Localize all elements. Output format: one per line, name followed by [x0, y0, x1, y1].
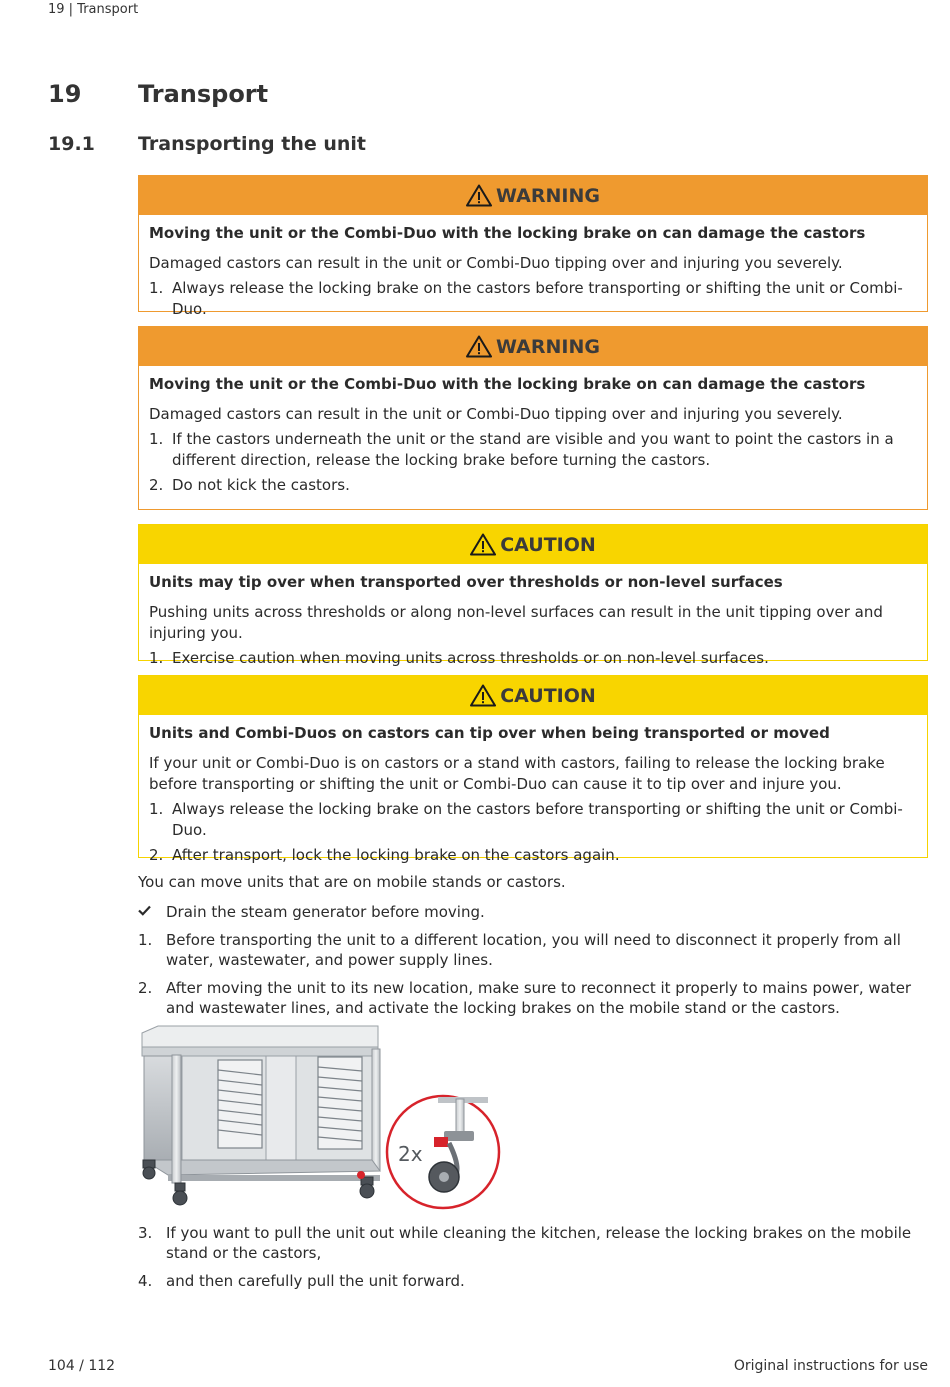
prerequisite-text: Drain the steam generator before moving. [166, 903, 485, 921]
step-text: Before transporting the unit to a different location, you will need to disconnect it properly from all water, wastewater, and power supply lines. [166, 931, 901, 969]
list-item [149, 278, 917, 320]
step-number: 1. [149, 649, 164, 667]
step-number: 1. [149, 800, 164, 818]
step-text: Always release the locking brake on the castors before transporting or shifting the unit or Combi-Duo. [172, 279, 903, 318]
warning-triangle-icon [470, 533, 496, 556]
step-number: 2. [149, 476, 164, 494]
prerequisite-item [138, 902, 928, 922]
hazard-consequence: If your unit or Combi-Duo is on castors or a stand with castors, failing to release the locking brake before transporting or shifting the unit or Combi-Duo can cause it to tip over and injure you. [149, 754, 885, 793]
step-number: 2. [138, 979, 153, 997]
section-number: 19 [48, 80, 82, 108]
caution-box-1 [138, 524, 928, 667]
warning-header [139, 327, 927, 366]
instructions-before [138, 872, 928, 1026]
warning-triangle-icon [466, 335, 492, 358]
hazard-title: Moving the unit or the Combi-Duo with the locking brake on can damage the castors [149, 375, 866, 393]
step-text: Always release the locking brake on the castors before transporting or shifting the unit or Combi-Duo. [172, 800, 903, 839]
hazard-consequence: Damaged castors can result in the unit or Combi-Duo tipping over and injuring you severely. [149, 254, 843, 272]
step-text: If you want to pull the unit out while cleaning the kitchen, release the locking brakes on the mobile stand or the castors, [166, 1224, 912, 1262]
section-title: Transport [138, 80, 269, 108]
step-text: Do not kick the castors. [172, 476, 350, 494]
hazard-title: Units may tip over when transported over thresholds or non-level surfaces [149, 573, 783, 591]
list-item [138, 1271, 928, 1291]
step-text: After transport, lock the locking brake on the castors again. [172, 846, 620, 864]
instructions-after [138, 1223, 928, 1299]
step-number: 2. [149, 846, 164, 864]
subsection-number: 19.1 [48, 133, 95, 155]
step-number: 1. [149, 430, 164, 448]
warning-label: WARNING [496, 335, 600, 358]
hazard-title: Units and Combi-Duos on castors can tip over when being transported or moved [149, 724, 830, 742]
caution-header [139, 525, 927, 564]
list-item [149, 799, 917, 841]
list-item [149, 475, 917, 496]
caution-label: CAUTION [500, 684, 596, 707]
step-text: and then carefully pull the unit forward. [166, 1272, 465, 1290]
list-item [138, 1223, 928, 1263]
document-type: Original instructions for use [733, 1358, 928, 1374]
warning-triangle-icon [466, 184, 492, 207]
warning-box-2 [138, 326, 928, 510]
step-number: 4. [138, 1272, 153, 1290]
step-number: 1. [138, 931, 153, 949]
hazard-consequence: Damaged castors can result in the unit or Combi-Duo tipping over and injuring you severely. [149, 405, 843, 423]
step-number: 1. [149, 279, 164, 297]
caution-box-2 [138, 675, 928, 864]
quantity-callout: 2x [398, 1142, 423, 1166]
checkmark-icon [138, 902, 166, 922]
warning-box-1 [138, 175, 928, 318]
caution-label: CAUTION [500, 533, 596, 556]
warning-header [139, 176, 927, 215]
step-text: Exercise caution when moving units across thresholds or on non-level surfaces. [172, 649, 769, 667]
step-text: If the castors underneath the unit or the stand are visible and you want to point the castors in a different direction, release the locking brake before turning the castors. [172, 430, 894, 469]
intro-text: You can move units that are on mobile stands or castors. [138, 873, 566, 891]
warning-label: WARNING [496, 184, 600, 207]
step-text: After moving the unit to its new location, make sure to reconnect it properly to mains power, water and wastewater lines, and activate the locking brakes on the mobile stand or the castors. [166, 979, 912, 1017]
step-number: 3. [138, 1224, 153, 1242]
page-number: 104 / 112 [48, 1358, 116, 1374]
list-item [138, 930, 928, 970]
list-item [138, 978, 928, 1018]
mobile-stand-illustration [138, 1025, 502, 1218]
list-item [149, 429, 917, 471]
caution-header [139, 676, 927, 715]
list-item [149, 845, 917, 866]
list-item [149, 648, 917, 669]
warning-triangle-icon [470, 684, 496, 707]
hazard-title: Moving the unit or the Combi-Duo with the locking brake on can damage the castors [149, 224, 866, 242]
running-head: 19 | Transport [48, 2, 139, 17]
hazard-consequence: Pushing units across thresholds or along non-level surfaces can result in the unit tipping over and injuring you. [149, 603, 883, 642]
subsection-title: Transporting the unit [138, 133, 367, 155]
